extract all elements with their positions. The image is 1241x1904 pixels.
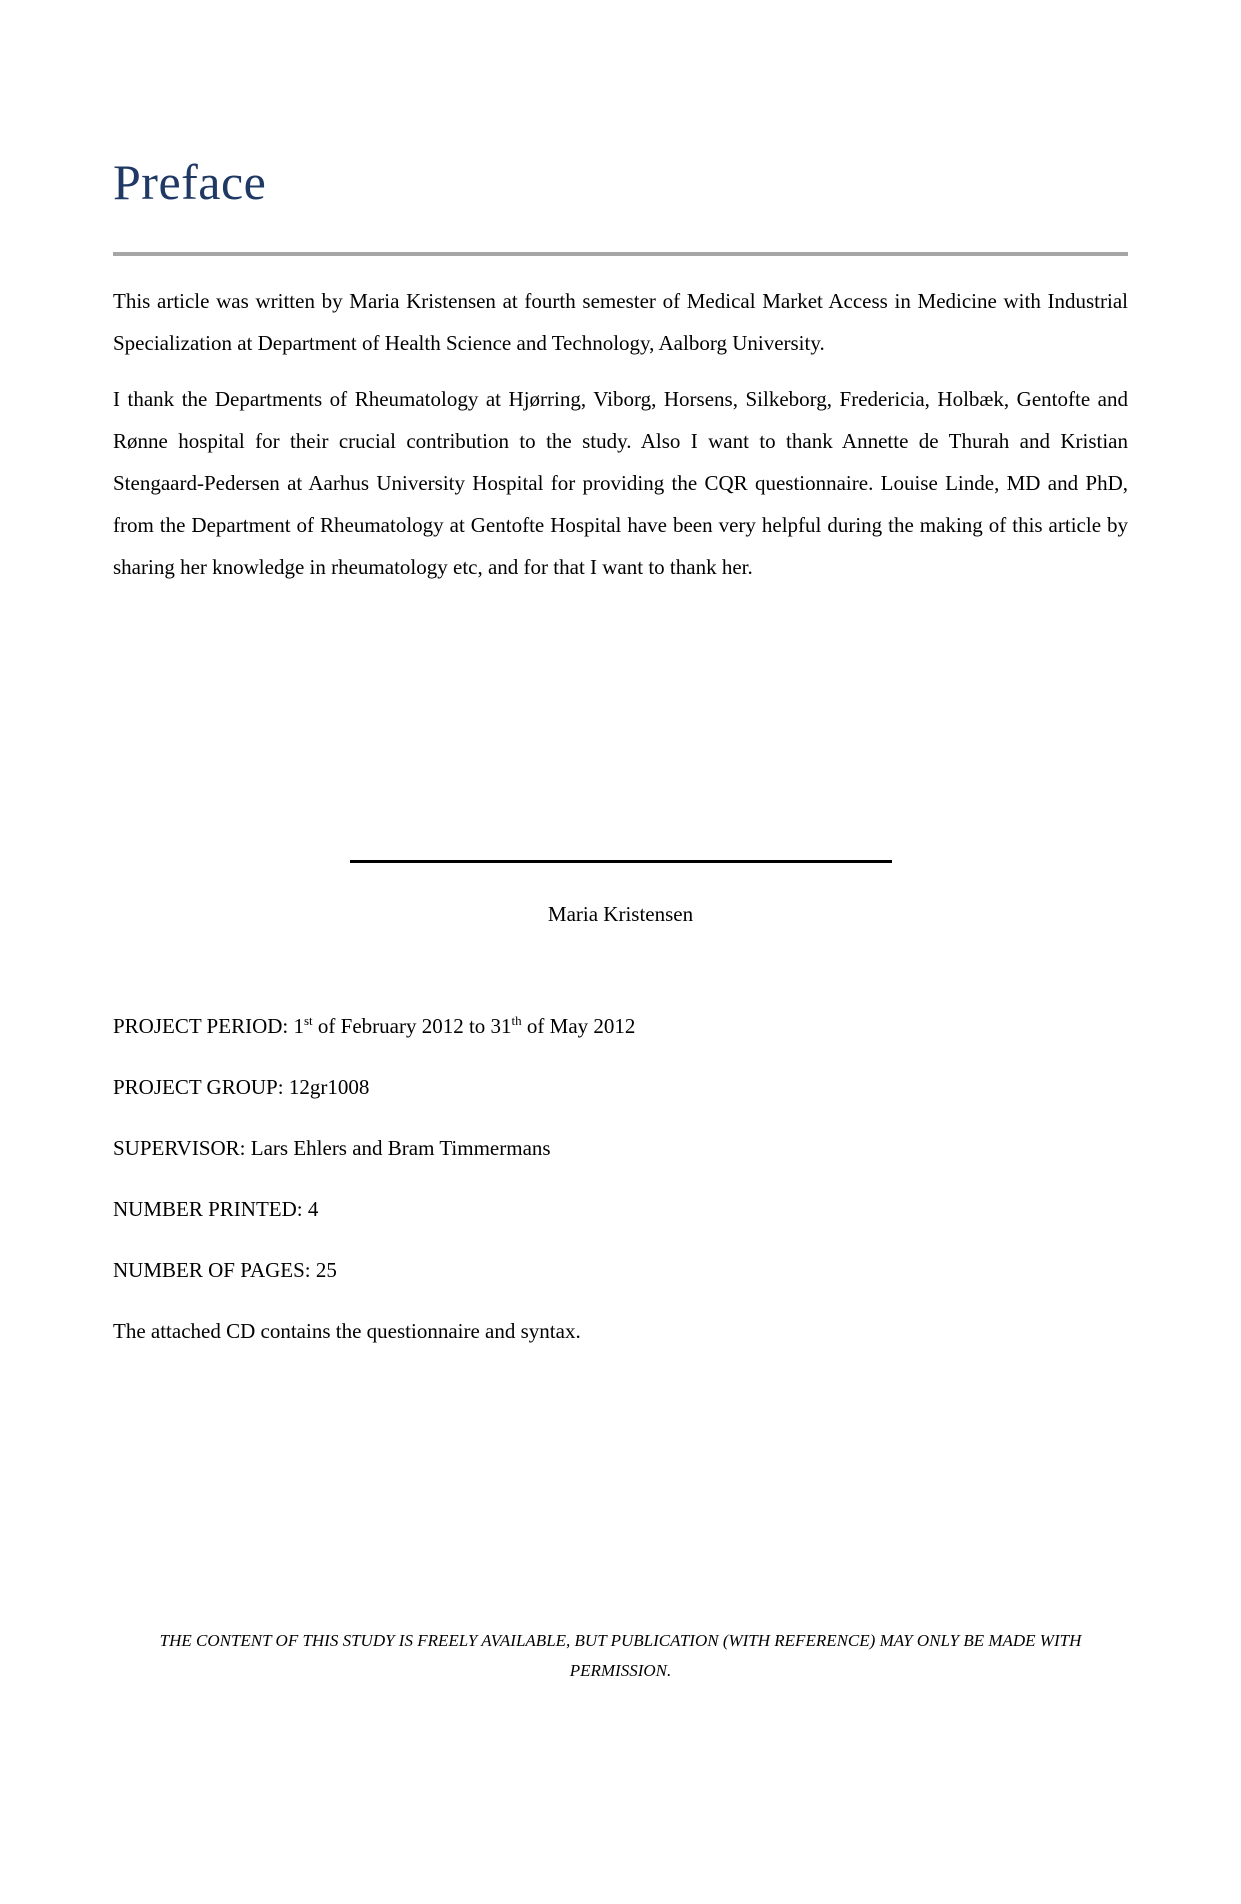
project-period-end: of May 2012 <box>521 1014 636 1038</box>
project-period-text: PROJECT PERIOD: 1 <box>113 1014 304 1038</box>
title-divider-rule <box>113 252 1128 256</box>
copyright-notice: THE CONTENT OF THIS STUDY IS FREELY AVAILABLE, BUT PUBLICATION (WITH REFERENCE) MAY ONLY BE MADE WITH PERMISSION. <box>159 1631 1082 1680</box>
number-of-pages-line: NUMBER OF PAGES: 25 <box>113 1258 337 1282</box>
signature-name: Maria Kristensen <box>547 902 694 926</box>
signature-block <box>113 860 1128 935</box>
preface-paragraph-1: This article was written by Maria Kristensen at fourth semester of Medical Market Access in Medicine with Industrial Specialization at Department of Health Science and Technology, Aalborg University. <box>113 289 1128 355</box>
project-period-middle: of February 2012 to 31 <box>312 1014 512 1038</box>
project-details <box>113 1005 1128 1352</box>
cd-note-line: The attached CD contains the questionnaire and syntax. <box>113 1319 581 1343</box>
signature-line <box>350 860 892 863</box>
project-period-line <box>113 1005 1128 1047</box>
supervisor-line: SUPERVISOR: Lars Ehlers and Bram Timmermans <box>113 1136 551 1160</box>
document-page <box>0 150 1241 1904</box>
ordinal-suffix-st: st <box>303 1013 313 1028</box>
project-group-line: PROJECT GROUP: 12gr1008 <box>113 1075 370 1099</box>
preface-paragraph-2: I thank the Departments of Rheumatology at Hjørring, Viborg, Horsens, Silkeborg, Fredericia, Holbæk, Gentofte and Rønne hospital for their crucial contribution to the study. Also I want to thank Annette de Thurah and Kristian Stengaard-Pedersen at Aarhus University Hospital for providing the CQR questionnaire. Louise Linde, MD and PhD, from the Department of Rheumatology at Gentofte Hospital have been very helpful during the making of this article by sharing her knowledge in rheumatology etc, and for that I want to thank her. <box>113 387 1128 579</box>
page-content <box>0 150 1241 1352</box>
page-title: Preface <box>113 154 267 210</box>
number-printed-line: NUMBER PRINTED: 4 <box>113 1197 319 1221</box>
ordinal-suffix-th: th <box>511 1013 522 1028</box>
